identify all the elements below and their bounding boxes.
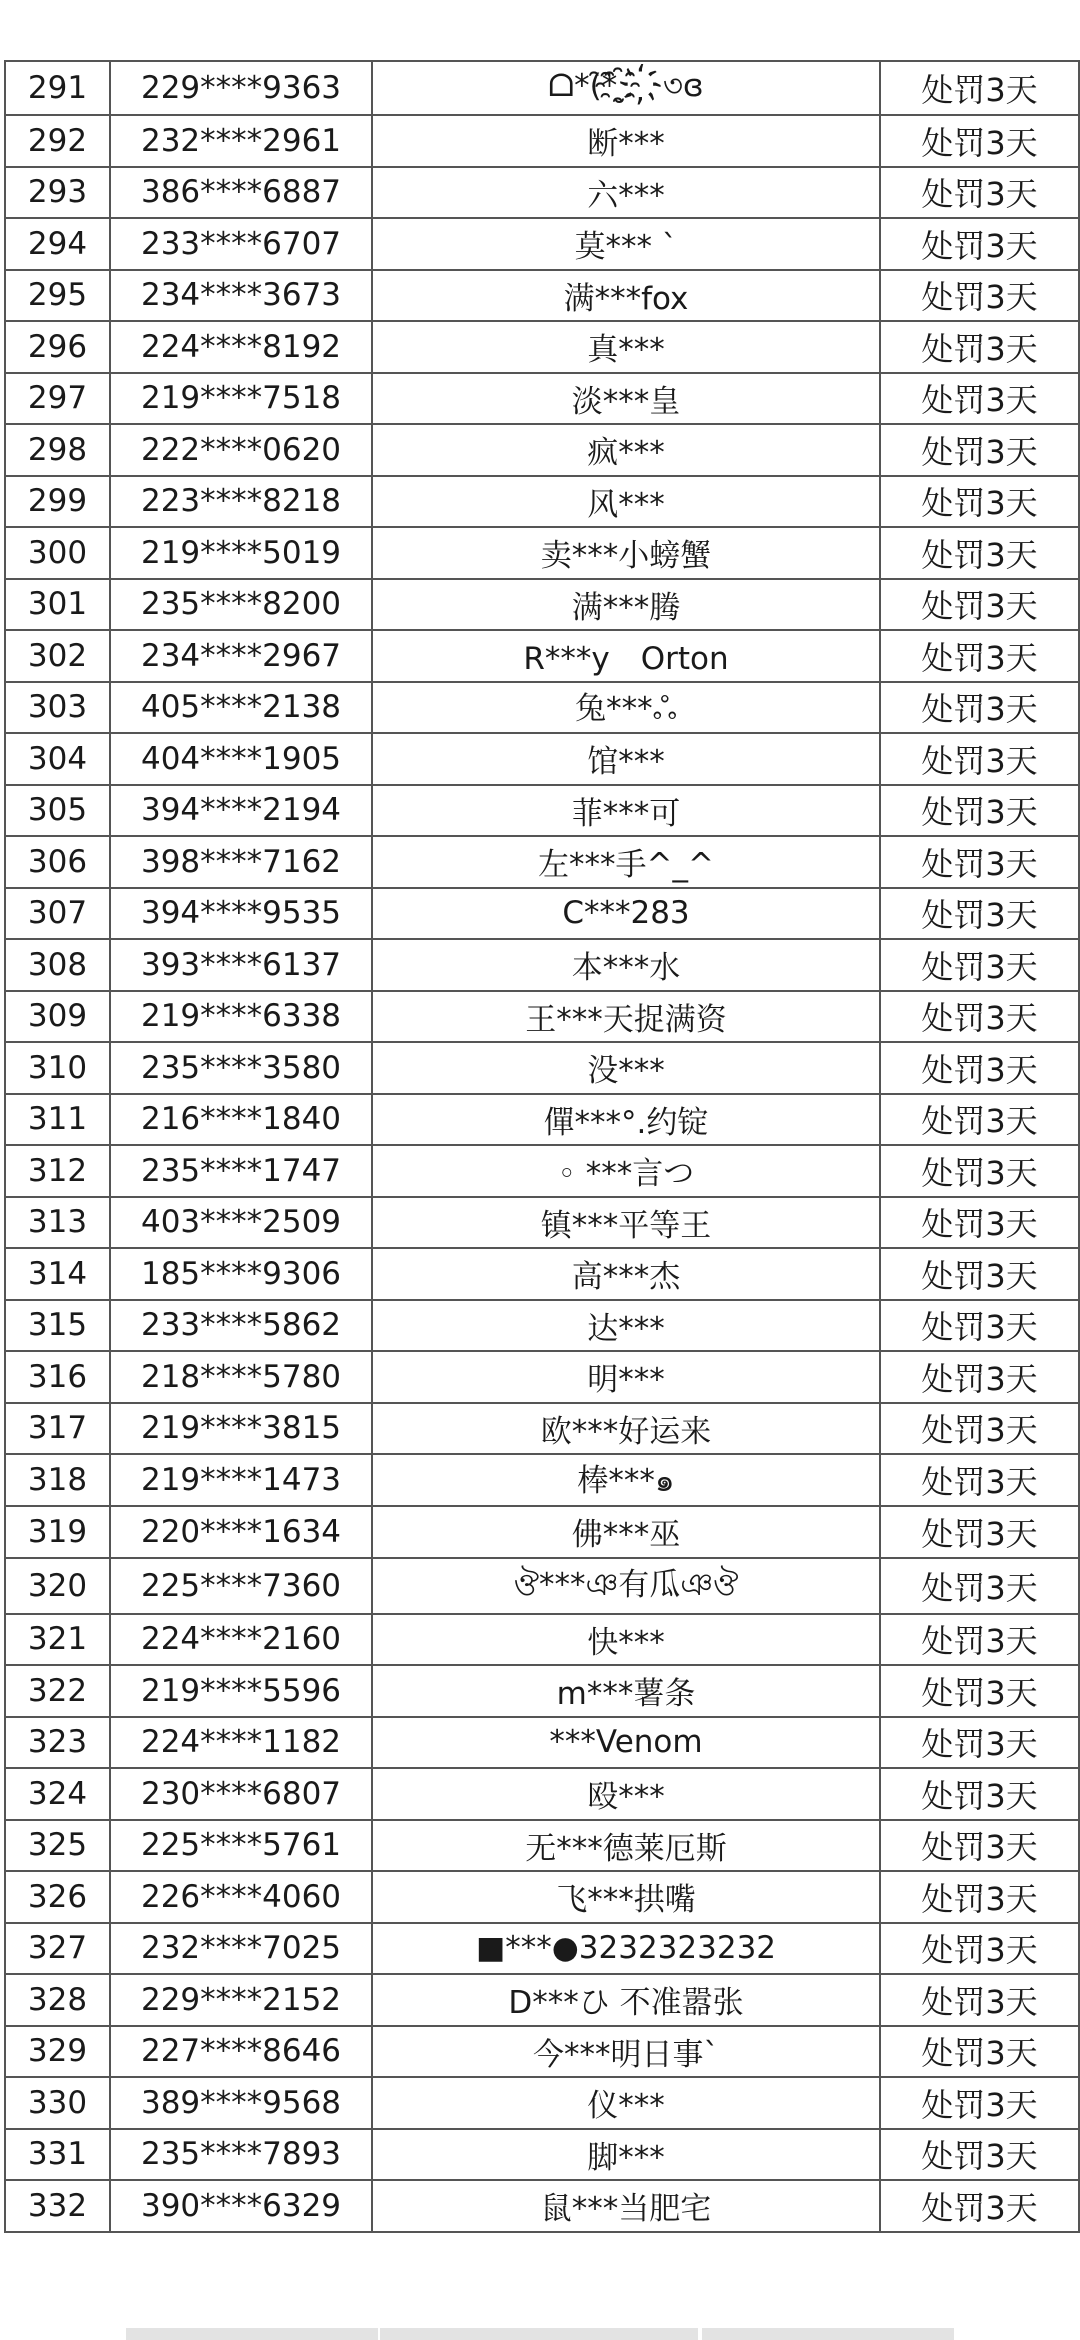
table-row [5, 61, 1079, 115]
penalty-cell: 处罚3天 [880, 61, 1079, 115]
row-number-cell: 322 [5, 1665, 110, 1717]
player-name-cell: 淡***皇 [372, 373, 880, 425]
row-number-cell: 301 [5, 579, 110, 631]
account-id-cell: 233****5862 [110, 1300, 372, 1352]
account-id-cell: 233****6707 [110, 218, 372, 270]
player-name-cell: 满***腾 [372, 579, 880, 631]
account-id-cell: 185****9306 [110, 1248, 372, 1300]
account-id-cell: 219****3815 [110, 1403, 372, 1455]
player-name-cell: ঔ***ঞ有瓜ঞঔ [372, 1558, 880, 1614]
player-name-cell: 棒***๑ [372, 1454, 880, 1506]
row-number-cell: 294 [5, 218, 110, 270]
player-name-cell: 快*** [372, 1614, 880, 1666]
table-row [5, 1558, 1079, 1614]
table-row [5, 115, 1079, 167]
penalty-cell: 处罚3天 [880, 682, 1079, 734]
account-id-cell: 226****4060 [110, 1871, 372, 1923]
table-row [5, 630, 1079, 682]
penalty-cell: 处罚3天 [880, 630, 1079, 682]
account-id-cell: 219****7518 [110, 373, 372, 425]
table-row [5, 1820, 1079, 1872]
table-row [5, 321, 1079, 373]
table-row [5, 1042, 1079, 1094]
row-number-cell: 315 [5, 1300, 110, 1352]
row-number-cell: 303 [5, 682, 110, 734]
penalty-table-container [4, 60, 1080, 2233]
table-row [5, 682, 1079, 734]
table-row [5, 167, 1079, 219]
player-name-cell: m***薯条 [372, 1665, 880, 1717]
row-number-cell: 297 [5, 373, 110, 425]
table-row [5, 1145, 1079, 1197]
account-id-cell: 227****8646 [110, 2026, 372, 2078]
penalty-cell: 处罚3天 [880, 785, 1079, 837]
account-id-cell: 220****1634 [110, 1506, 372, 1558]
penalty-cell: 处罚3天 [880, 939, 1079, 991]
player-name-cell: 真*** [372, 321, 880, 373]
player-name-cell: 左***手^_^ [372, 836, 880, 888]
player-name-cell: 断*** [372, 115, 880, 167]
row-number-cell: 299 [5, 476, 110, 528]
table-row [5, 373, 1079, 425]
player-name-cell: C***283 [372, 888, 880, 940]
penalty-cell: 处罚3天 [880, 424, 1079, 476]
penalty-cell: 处罚3天 [880, 1300, 1079, 1352]
table-row [5, 218, 1079, 270]
player-name-cell: 高***杰 [372, 1248, 880, 1300]
player-name-cell: ***Venom [372, 1717, 880, 1769]
row-number-cell: 293 [5, 167, 110, 219]
table-row [5, 1768, 1079, 1820]
player-name-cell: 飞***拱嘴 [372, 1871, 880, 1923]
table-row [5, 1197, 1079, 1249]
row-number-cell: 308 [5, 939, 110, 991]
table-row [5, 1974, 1079, 2026]
row-number-cell: 316 [5, 1351, 110, 1403]
account-id-cell: 394****2194 [110, 785, 372, 837]
table-row [5, 991, 1079, 1043]
player-name-cell: 今***明日事` [372, 2026, 880, 2078]
player-name-cell: 卖***小螃蟹 [372, 527, 880, 579]
player-name-cell: 本***水 [372, 939, 880, 991]
account-id-cell: 235****7893 [110, 2129, 372, 2181]
row-number-cell: 306 [5, 836, 110, 888]
account-id-cell: 229****9363 [110, 61, 372, 115]
player-name-cell: 鼠***当肥宅 [372, 2180, 880, 2232]
table-row [5, 1614, 1079, 1666]
account-id-cell: 234****3673 [110, 270, 372, 322]
penalty-cell: 处罚3天 [880, 2077, 1079, 2129]
table-row [5, 1403, 1079, 1455]
player-name-cell: ᗝ*(̑*̑ ̮҈ ҉৩ɞ [372, 61, 880, 115]
account-id-cell: 224****8192 [110, 321, 372, 373]
table-row [5, 1665, 1079, 1717]
table-row [5, 527, 1079, 579]
player-name-cell: 满***fox [372, 270, 880, 322]
table-row [5, 579, 1079, 631]
account-id-cell: 404****1905 [110, 733, 372, 785]
row-number-cell: 313 [5, 1197, 110, 1249]
row-number-cell: 326 [5, 1871, 110, 1923]
penalty-cell: 处罚3天 [880, 1351, 1079, 1403]
player-name-cell: 菲***可 [372, 785, 880, 837]
table-row [5, 836, 1079, 888]
row-number-cell: 298 [5, 424, 110, 476]
row-number-cell: 328 [5, 1974, 110, 2026]
row-number-cell: 291 [5, 61, 110, 115]
account-id-cell: 224****2160 [110, 1614, 372, 1666]
row-number-cell: 309 [5, 991, 110, 1043]
penalty-cell: 处罚3天 [880, 1197, 1079, 1249]
row-number-cell: 292 [5, 115, 110, 167]
player-name-cell: 佛***巫 [372, 1506, 880, 1558]
table-row [5, 1300, 1079, 1352]
row-number-cell: 311 [5, 1094, 110, 1146]
row-number-cell: 332 [5, 2180, 110, 2232]
next-page-strip-left [126, 2328, 378, 2340]
row-number-cell: 300 [5, 527, 110, 579]
penalty-cell: 处罚3天 [880, 476, 1079, 528]
row-number-cell: 321 [5, 1614, 110, 1666]
table-row [5, 2077, 1079, 2129]
account-id-cell: 224****1182 [110, 1717, 372, 1769]
table-row [5, 939, 1079, 991]
player-name-cell: 明*** [372, 1351, 880, 1403]
penalty-table-body [5, 61, 1079, 2232]
penalty-cell: 处罚3天 [880, 1871, 1079, 1923]
row-number-cell: 314 [5, 1248, 110, 1300]
account-id-cell: 219****5596 [110, 1665, 372, 1717]
row-number-cell: 331 [5, 2129, 110, 2181]
table-row [5, 1248, 1079, 1300]
account-id-cell: 393****6137 [110, 939, 372, 991]
penalty-cell: 处罚3天 [880, 1768, 1079, 1820]
row-number-cell: 324 [5, 1768, 110, 1820]
player-name-cell: 镇***平等王 [372, 1197, 880, 1249]
account-id-cell: 232****7025 [110, 1923, 372, 1975]
player-name-cell: 无***德莱厄斯 [372, 1820, 880, 1872]
penalty-cell: 处罚3天 [880, 1403, 1079, 1455]
player-name-cell: 莫*** ` [372, 218, 880, 270]
row-number-cell: 325 [5, 1820, 110, 1872]
penalty-cell: 处罚3天 [880, 373, 1079, 425]
table-row [5, 1094, 1079, 1146]
penalty-cell: 处罚3天 [880, 1665, 1079, 1717]
next-page-strip-middle [380, 2328, 698, 2340]
player-name-cell: 兔***ஃ [372, 682, 880, 734]
row-number-cell: 327 [5, 1923, 110, 1975]
account-id-cell: 219****1473 [110, 1454, 372, 1506]
penalty-cell: 处罚3天 [880, 991, 1079, 1043]
account-id-cell: 218****5780 [110, 1351, 372, 1403]
table-row [5, 1871, 1079, 1923]
penalty-cell: 处罚3天 [880, 115, 1079, 167]
row-number-cell: 323 [5, 1717, 110, 1769]
penalty-cell: 处罚3天 [880, 1454, 1079, 1506]
row-number-cell: 302 [5, 630, 110, 682]
account-id-cell: 390****6329 [110, 2180, 372, 2232]
account-id-cell: 234****2967 [110, 630, 372, 682]
table-row [5, 1351, 1079, 1403]
row-number-cell: 319 [5, 1506, 110, 1558]
player-name-cell: 六*** [372, 167, 880, 219]
row-number-cell: 295 [5, 270, 110, 322]
row-number-cell: 307 [5, 888, 110, 940]
player-name-cell: 仪*** [372, 2077, 880, 2129]
account-id-cell: 223****8218 [110, 476, 372, 528]
penalty-cell: 处罚3天 [880, 270, 1079, 322]
account-id-cell: 235****8200 [110, 579, 372, 631]
penalty-cell: 处罚3天 [880, 1717, 1079, 1769]
row-number-cell: 310 [5, 1042, 110, 1094]
table-row [5, 733, 1079, 785]
table-row [5, 1923, 1079, 1975]
penalty-cell: 处罚3天 [880, 733, 1079, 785]
penalty-cell: 处罚3天 [880, 218, 1079, 270]
penalty-cell: 处罚3天 [880, 1042, 1079, 1094]
account-id-cell: 235****1747 [110, 1145, 372, 1197]
account-id-cell: 405****2138 [110, 682, 372, 734]
penalty-cell: 处罚3天 [880, 1923, 1079, 1975]
penalty-cell: 处罚3天 [880, 1145, 1079, 1197]
table-row [5, 2129, 1079, 2181]
table-row [5, 1717, 1079, 1769]
account-id-cell: 219****5019 [110, 527, 372, 579]
penalty-cell: 处罚3天 [880, 888, 1079, 940]
player-name-cell: D***ひ 不准嚣张 [372, 1974, 880, 2026]
penalty-cell: 处罚3天 [880, 579, 1079, 631]
penalty-cell: 处罚3天 [880, 1558, 1079, 1614]
player-name-cell: 王***天捉满资 [372, 991, 880, 1043]
penalty-cell: 处罚3天 [880, 2129, 1079, 2181]
account-id-cell: 216****1840 [110, 1094, 372, 1146]
player-name-cell: ■***●3232323232 [372, 1923, 880, 1975]
penalty-table [4, 60, 1080, 2233]
row-number-cell: 317 [5, 1403, 110, 1455]
account-id-cell: 222****0620 [110, 424, 372, 476]
row-number-cell: 305 [5, 785, 110, 837]
row-number-cell: 296 [5, 321, 110, 373]
row-number-cell: 304 [5, 733, 110, 785]
player-name-cell: 达*** [372, 1300, 880, 1352]
penalty-cell: 处罚3天 [880, 321, 1079, 373]
penalty-cell: 处罚3天 [880, 2026, 1079, 2078]
account-id-cell: 398****7162 [110, 836, 372, 888]
table-row [5, 785, 1079, 837]
penalty-cell: 处罚3天 [880, 1094, 1079, 1146]
table-row [5, 2026, 1079, 2078]
player-name-cell: 馆*** [372, 733, 880, 785]
account-id-cell: 229****2152 [110, 1974, 372, 2026]
account-id-cell: 235****3580 [110, 1042, 372, 1094]
penalty-cell: 处罚3天 [880, 1248, 1079, 1300]
account-id-cell: 225****5761 [110, 1820, 372, 1872]
table-row [5, 270, 1079, 322]
penalty-cell: 处罚3天 [880, 2180, 1079, 2232]
row-number-cell: 330 [5, 2077, 110, 2129]
table-row [5, 476, 1079, 528]
penalty-cell: 处罚3天 [880, 1506, 1079, 1558]
row-number-cell: 320 [5, 1558, 110, 1614]
account-id-cell: 225****7360 [110, 1558, 372, 1614]
account-id-cell: 232****2961 [110, 115, 372, 167]
table-row [5, 1506, 1079, 1558]
player-name-cell: 殴*** [372, 1768, 880, 1820]
player-name-cell: 疯*** [372, 424, 880, 476]
account-id-cell: 394****9535 [110, 888, 372, 940]
player-name-cell: 没*** [372, 1042, 880, 1094]
player-name-cell: 风*** [372, 476, 880, 528]
player-name-cell: 脚*** [372, 2129, 880, 2181]
player-name-cell: 欧***好运来 [372, 1403, 880, 1455]
penalty-cell: 处罚3天 [880, 1614, 1079, 1666]
account-id-cell: 230****6807 [110, 1768, 372, 1820]
player-name-cell: ◦ ***言つ [372, 1145, 880, 1197]
penalty-cell: 处罚3天 [880, 1820, 1079, 1872]
account-id-cell: 386****6887 [110, 167, 372, 219]
account-id-cell: 389****9568 [110, 2077, 372, 2129]
row-number-cell: 312 [5, 1145, 110, 1197]
penalty-cell: 处罚3天 [880, 167, 1079, 219]
table-row [5, 1454, 1079, 1506]
player-name-cell: R***y Orton [372, 630, 880, 682]
row-number-cell: 329 [5, 2026, 110, 2078]
table-row [5, 424, 1079, 476]
table-row [5, 888, 1079, 940]
penalty-cell: 处罚3天 [880, 527, 1079, 579]
account-id-cell: 219****6338 [110, 991, 372, 1043]
player-name-cell: 僤***°.约锭 [372, 1094, 880, 1146]
account-id-cell: 403****2509 [110, 1197, 372, 1249]
next-page-strip-right [702, 2328, 954, 2340]
table-row [5, 2180, 1079, 2232]
penalty-cell: 处罚3天 [880, 836, 1079, 888]
row-number-cell: 318 [5, 1454, 110, 1506]
penalty-cell: 处罚3天 [880, 1974, 1079, 2026]
